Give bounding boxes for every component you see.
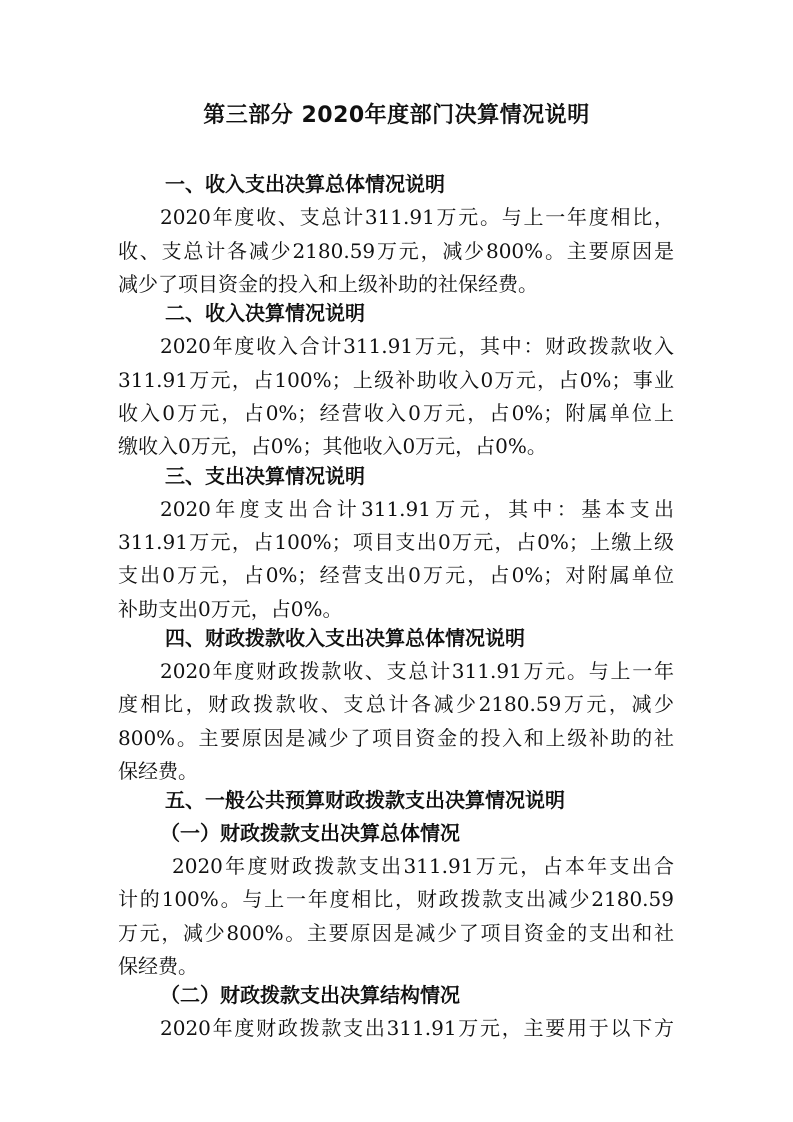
paragraph-line: 缴收入0万元，占0%；其他收入0万元，占0%。: [118, 434, 547, 458]
paragraph-line: 收入0万元，占0%；经营收入0万元，占0%；附属单位上: [118, 401, 674, 425]
paragraph-line: 保经费。: [118, 954, 198, 978]
section-heading-2: 二、收入决算情况说明: [165, 301, 365, 325]
paragraph-line: 减少了项目资金的投入和上级补助的社保经费。: [118, 272, 538, 296]
paragraph-line: 2020年度收、支总计311.91万元。与上一年度相比，: [160, 205, 674, 229]
paragraph-line: 计的100%。与上一年度相比，财政拨款支出减少2180.59: [118, 887, 674, 911]
subsection-heading-2: （二）财政拨款支出决算结构情况: [160, 983, 460, 1007]
paragraph-line: 311.91万元，占100%；项目支出0万元，占0%；上缴上级: [118, 530, 674, 554]
subsection-heading-1: （一）财政拨款支出决算总体情况: [160, 821, 460, 845]
paragraph-line: 度相比，财政拨款收、支总计各减少2180.59万元，减少: [118, 692, 674, 716]
paragraph-line: 2020年度财政拨款支出311.91万元，主要用于以下方: [160, 1016, 674, 1040]
paragraph-line: 2020年度财政拨款支出311.91万元，占本年支出合: [172, 854, 674, 878]
section-heading-1: 一、收入支出决算总体情况说明: [165, 172, 445, 196]
paragraph-line: 支出0万元，占0%；经营支出0万元，占0%；对附属单位: [118, 563, 674, 587]
paragraph-line: 保经费。: [118, 759, 198, 783]
section-heading-3: 三、支出决算情况说明: [165, 464, 365, 488]
paragraph-line: 311.91万元，占100%；上级补助收入0万元，占0%；事业: [118, 368, 674, 392]
paragraph-line: 800%。主要原因是减少了项目资金的投入和上级补助的社: [118, 726, 674, 750]
page-title: 第三部分 2020年度部门决算情况说明: [203, 103, 590, 128]
paragraph-line: 万元，减少800%。主要原因是减少了项目资金的支出和社: [118, 921, 674, 945]
paragraph-line: 2020年度收入合计311.91万元，其中：财政拨款收入: [160, 334, 674, 358]
section-heading-5: 五、一般公共预算财政拨款支出决算情况说明: [165, 788, 565, 812]
paragraph-line: 2020年度财政拨款收、支总计311.91万元。与上一年: [160, 659, 674, 683]
paragraph-line: 2020年度支出合计311.91万元，其中：基本支出: [160, 497, 674, 521]
paragraph-line: 收、支总计各减少2180.59万元，减少800%。主要原因是: [118, 239, 674, 263]
paragraph-line: 补助支出0万元，占0%。: [118, 597, 343, 621]
section-heading-4: 四、财政拨款收入支出决算总体情况说明: [165, 626, 525, 650]
